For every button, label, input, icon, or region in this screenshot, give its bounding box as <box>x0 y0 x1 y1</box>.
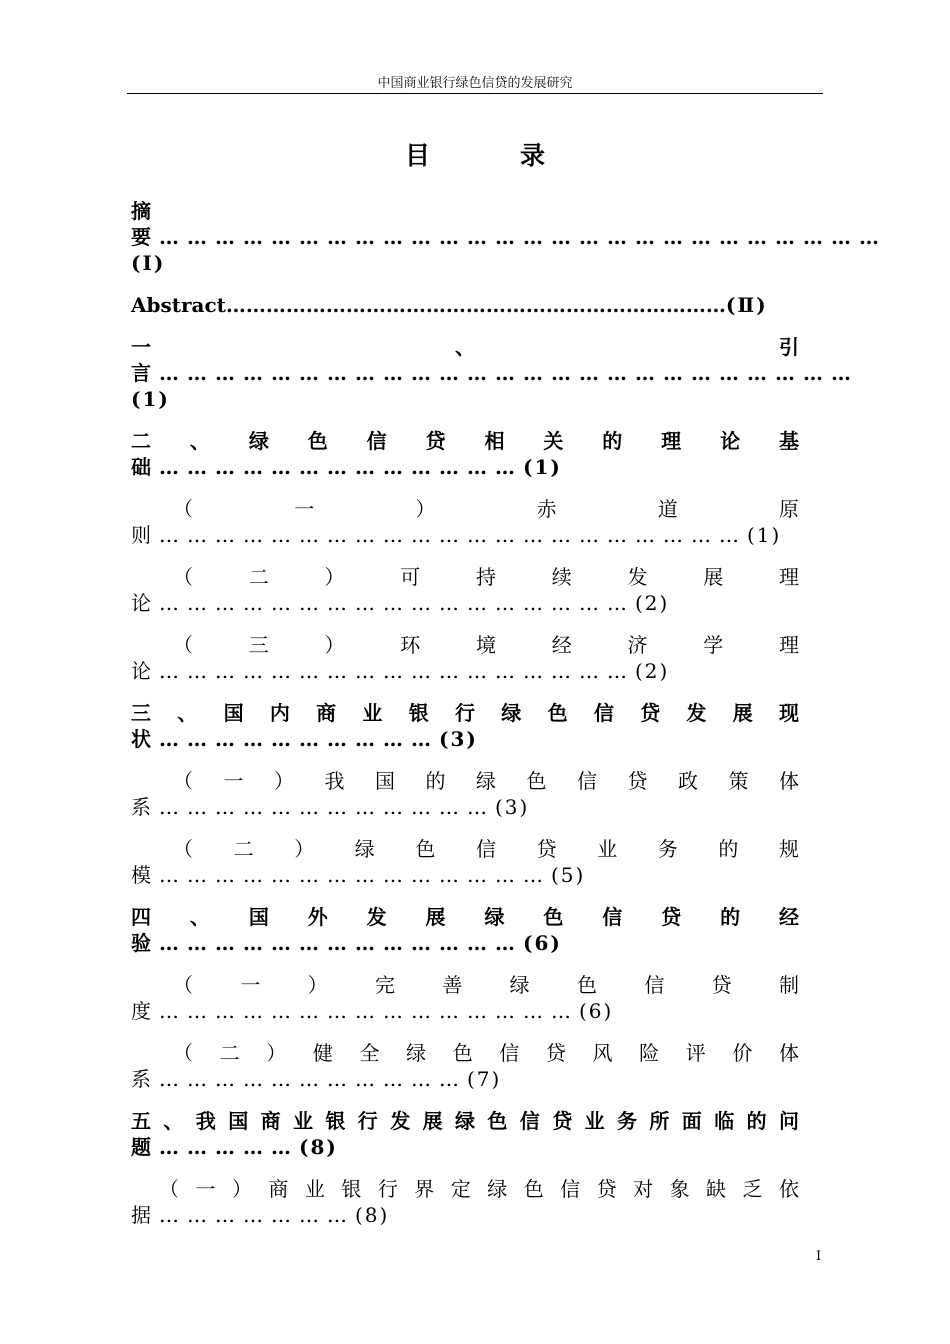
toc-page-ref: (8) <box>355 1203 390 1227</box>
toc-entry-text: （一）我国的绿色信贷政策体系……………………………… <box>131 769 807 819</box>
toc-entry-text: （二）健全绿色信贷风险评价体系…………………………… <box>131 1041 807 1091</box>
toc-page-ref: (6) <box>579 999 614 1023</box>
toc-entry-abstract-en[interactable] <box>131 292 807 318</box>
toc-page-ref: (2) <box>635 591 670 615</box>
page-number: I <box>816 1249 822 1264</box>
running-header: 中国商业银行绿色信贷的发展研究 <box>377 76 573 91</box>
toc-entry-text: （一）商业银行界定绿色信贷对象缺乏依据………………… <box>131 1177 807 1227</box>
toc-entry-text: （二）绿色信贷业务的规模…………………………………… <box>131 837 807 887</box>
toc-entry-3[interactable] <box>131 700 807 752</box>
toc-page-ref: (Ⅰ) <box>131 251 166 275</box>
toc-entry-3-1[interactable] <box>131 768 807 820</box>
toc-entry-5-1[interactable] <box>131 1176 807 1228</box>
toc-page-ref: (1) <box>747 523 782 547</box>
toc-entry-4-2[interactable] <box>131 1040 807 1092</box>
toc-page-ref: (7) <box>467 1067 502 1091</box>
toc-entry-2-1[interactable] <box>131 496 807 548</box>
toc-entry-text: 一、引言………………………………………………………………… <box>131 335 859 385</box>
toc-page-ref: (3) <box>439 727 478 751</box>
toc-entry-2-2[interactable] <box>131 564 807 616</box>
toc-entry-text: 二、绿色信贷相关的理论基础………………………………… <box>131 429 807 479</box>
toc-entry-text: 摘要…………………………………………………………………… <box>131 199 887 249</box>
toc-entry-2[interactable] <box>131 428 807 480</box>
toc-entry-4[interactable] <box>131 904 807 956</box>
toc-entry-text: （三）环境经济学理论…………………………………………… <box>131 633 807 683</box>
toc-entry-4-1[interactable] <box>131 972 807 1024</box>
toc-page-ref: (8) <box>299 1135 338 1159</box>
toc-page-ref: (3) <box>495 795 530 819</box>
toc-title: 目录 <box>404 141 635 170</box>
toc-page-ref: (5) <box>551 863 586 887</box>
toc-page-ref: (6) <box>523 931 562 955</box>
toc-entry-3-2[interactable] <box>131 836 807 888</box>
toc-entry-abstract-cn[interactable] <box>131 198 887 276</box>
toc-entry-1[interactable] <box>131 334 859 412</box>
toc-entry-text: 五、我国商业银行发展绿色信贷业务所面临的问题…………… <box>131 1109 807 1159</box>
toc-entry-text: 三、国内商业银行绿色信贷发展现状………………………… <box>131 701 807 751</box>
toc-page-ref: (Ⅱ) <box>725 293 768 317</box>
toc-entry-text: Abstract………………………………………………………………… <box>131 293 726 317</box>
toc-entry-5[interactable] <box>131 1108 807 1160</box>
toc-page-ref: (1) <box>131 387 170 411</box>
toc-entry-text: （一）完善绿色信贷制度……………………………………… <box>131 973 807 1023</box>
toc-page-ref: (1) <box>523 455 562 479</box>
toc-entry-text: （一）赤道原则……………………………………………………… <box>131 497 807 547</box>
toc-entry-text: （二）可持续发展理论…………………………………………… <box>131 565 807 615</box>
table-of-contents <box>131 198 887 1244</box>
header-divider <box>127 93 823 94</box>
toc-entry-text: 四、国外发展绿色信贷的经验………………………………… <box>131 905 807 955</box>
toc-entry-2-3[interactable] <box>131 632 807 684</box>
toc-page-ref: (2) <box>635 659 670 683</box>
